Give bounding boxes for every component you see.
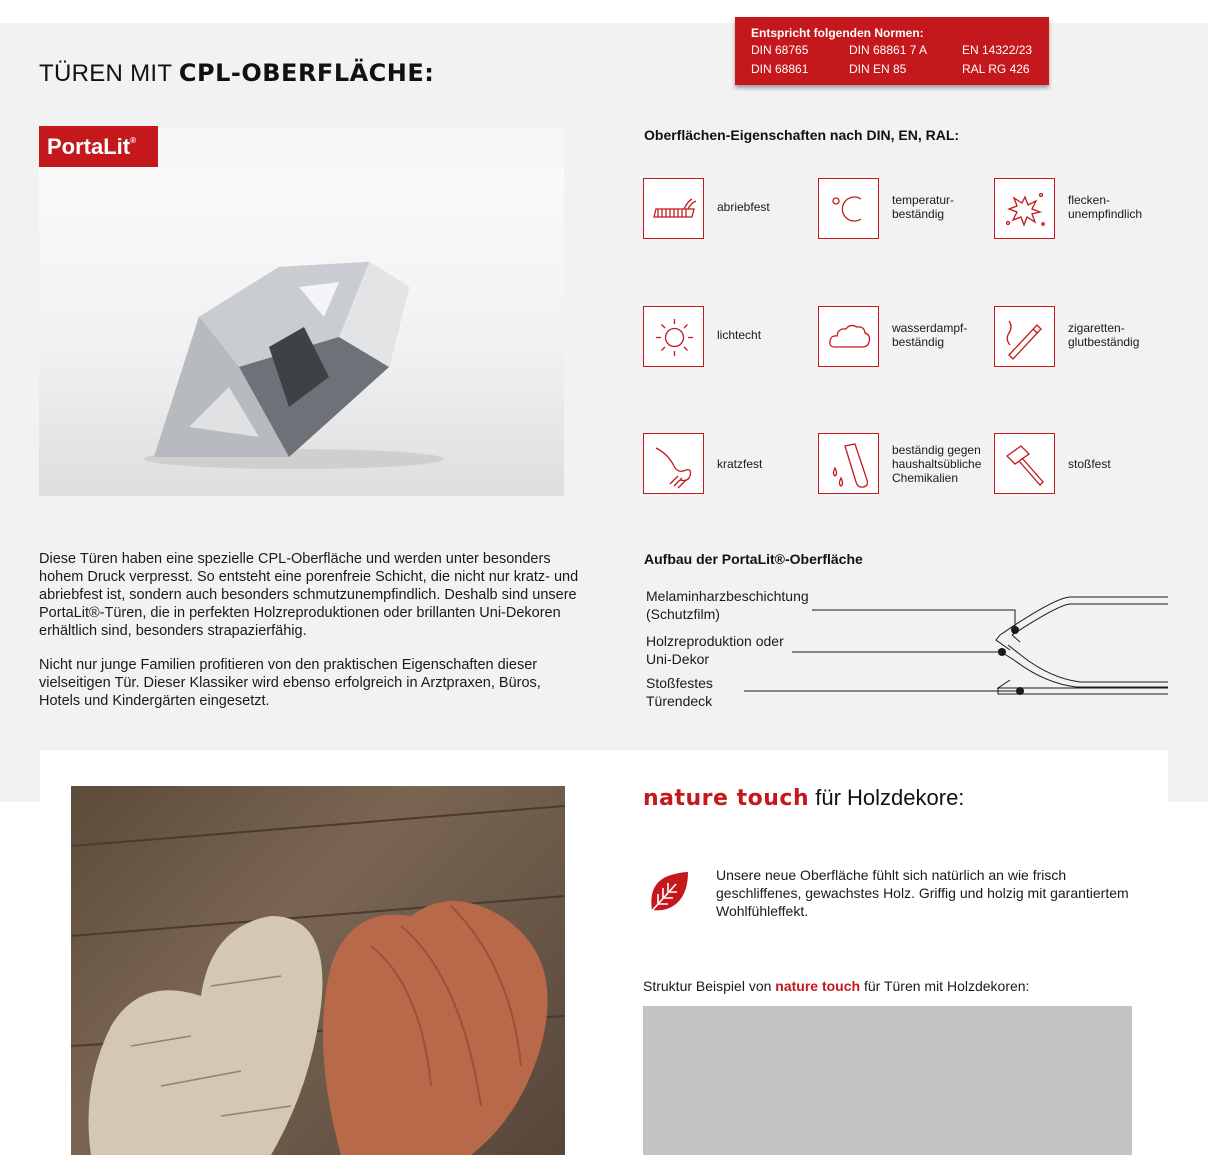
property-icon-box	[643, 178, 704, 239]
diamond-photo	[39, 167, 564, 496]
property-label: abriebfest	[717, 200, 770, 214]
hammer-icon	[995, 434, 1056, 495]
cigarette-icon	[995, 307, 1056, 368]
norm-item: EN 14322/23	[962, 43, 1033, 57]
brush-icon	[644, 179, 705, 240]
image-top-fill	[158, 127, 564, 167]
property-icon-box	[994, 433, 1055, 494]
description-paragraph: Diese Türen haben eine spezielle CPL-Oberfläche und werden unter besonders hohem Druck verpresst. So entsteht eine porenfreie Schicht, die nicht nur kratz- und abriebfest ist, sondern auch besonders schmutzunempfindlich. Deshalb sind unsere PortaLit®-Türen, die in perfekten Holzreproduktionen oder brillanten Uni-Dekoren erhältlich sind, besonders strapazierfähig.	[39, 551, 579, 639]
description-paragraph: Nicht nur junge Familien profitieren von den praktischen Eigenschaften dieser vielseitigen Tür. Dieser Klassiker wird ebenso erfolgreich in Arztpraxen, Büros, Hotels und Kindergärten eingesetzt.	[39, 657, 541, 709]
nature-touch-text: Unsere neue Oberfläche fühlt sich natürlich an wie frisch geschliffenes, gewachstes Holz. Griffig und holzig mit garantiertem Wohlfühleffekt.	[716, 867, 1129, 919]
page-title	[39, 59, 434, 88]
leaf-icon	[646, 870, 690, 914]
norms-title: Entspricht folgenden Normen:	[751, 26, 924, 40]
property-label: wasserdampf- beständig	[892, 321, 968, 349]
property-icon-box	[818, 306, 879, 367]
cloud-icon	[819, 307, 880, 368]
property-icon-box	[994, 178, 1055, 239]
layer-label: Holzreproduktion oder Uni-Dekor	[646, 633, 784, 667]
layers-heading: Aufbau der PortaLit®-Oberfläche	[644, 551, 863, 567]
layer-structure-diagram	[640, 590, 1170, 710]
property-label: zigaretten- glutbeständig	[1068, 321, 1140, 349]
property-icon-box	[818, 433, 879, 494]
structure-caption	[643, 978, 1029, 994]
sun-icon	[644, 307, 705, 368]
nature-touch-title	[643, 785, 964, 811]
diamond-icon	[39, 167, 564, 496]
property-label: beständig gegen haushaltsübliche Chemikalien	[892, 443, 982, 485]
structure-texture-sample	[643, 1006, 1132, 1155]
structure-caption-brand: nature touch	[775, 978, 861, 994]
layer-label: Melaminharzbeschichtung (Schutzfilm)	[646, 588, 809, 622]
layer-label: Stoßfestes Türendeck	[646, 675, 713, 709]
property-label: kratzfest	[717, 457, 763, 471]
property-label: stoßfest	[1068, 457, 1111, 471]
property-label: lichtecht	[717, 328, 762, 342]
norm-item: DIN EN 85	[849, 62, 907, 76]
splash-icon	[995, 179, 1056, 240]
page-title-bold: CPL-OBERFLÄCHE:	[178, 59, 435, 87]
norms-badge	[735, 17, 1049, 85]
property-icon-box	[643, 306, 704, 367]
hearts-icon	[71, 786, 565, 1155]
scratch-icon	[644, 434, 705, 495]
wooden-hearts-photo	[71, 786, 565, 1155]
property-label: flecken- unempfindlich	[1068, 193, 1143, 221]
structure-caption-suffix: für Türen mit Holzdekoren:	[860, 978, 1030, 994]
logo-mark: ®	[130, 136, 137, 145]
property-icon-box	[643, 433, 704, 494]
logo-text: PortaLit	[47, 134, 131, 159]
page-title-prefix: TÜREN MIT	[39, 60, 179, 87]
structure-caption-prefix: Struktur Beispiel von	[643, 978, 776, 994]
portalit-logo	[39, 126, 158, 167]
norm-item: DIN 68765	[751, 43, 809, 57]
test-tube-icon	[819, 434, 880, 495]
nature-touch-brand: nature touch	[643, 786, 810, 811]
property-icon-box	[818, 178, 879, 239]
norm-item: DIN 68861	[751, 62, 809, 76]
nature-touch-title-rest: für Holzdekore:	[809, 785, 965, 810]
norm-item: DIN 68861 7 A	[849, 43, 928, 57]
norm-item: RAL RG 426	[962, 62, 1030, 76]
property-icon-box	[994, 306, 1055, 367]
celsius-icon	[819, 179, 880, 240]
property-label: temperatur- beständig	[892, 193, 955, 221]
properties-heading: Oberflächen-Eigenschaften nach DIN, EN, RAL:	[644, 127, 960, 143]
